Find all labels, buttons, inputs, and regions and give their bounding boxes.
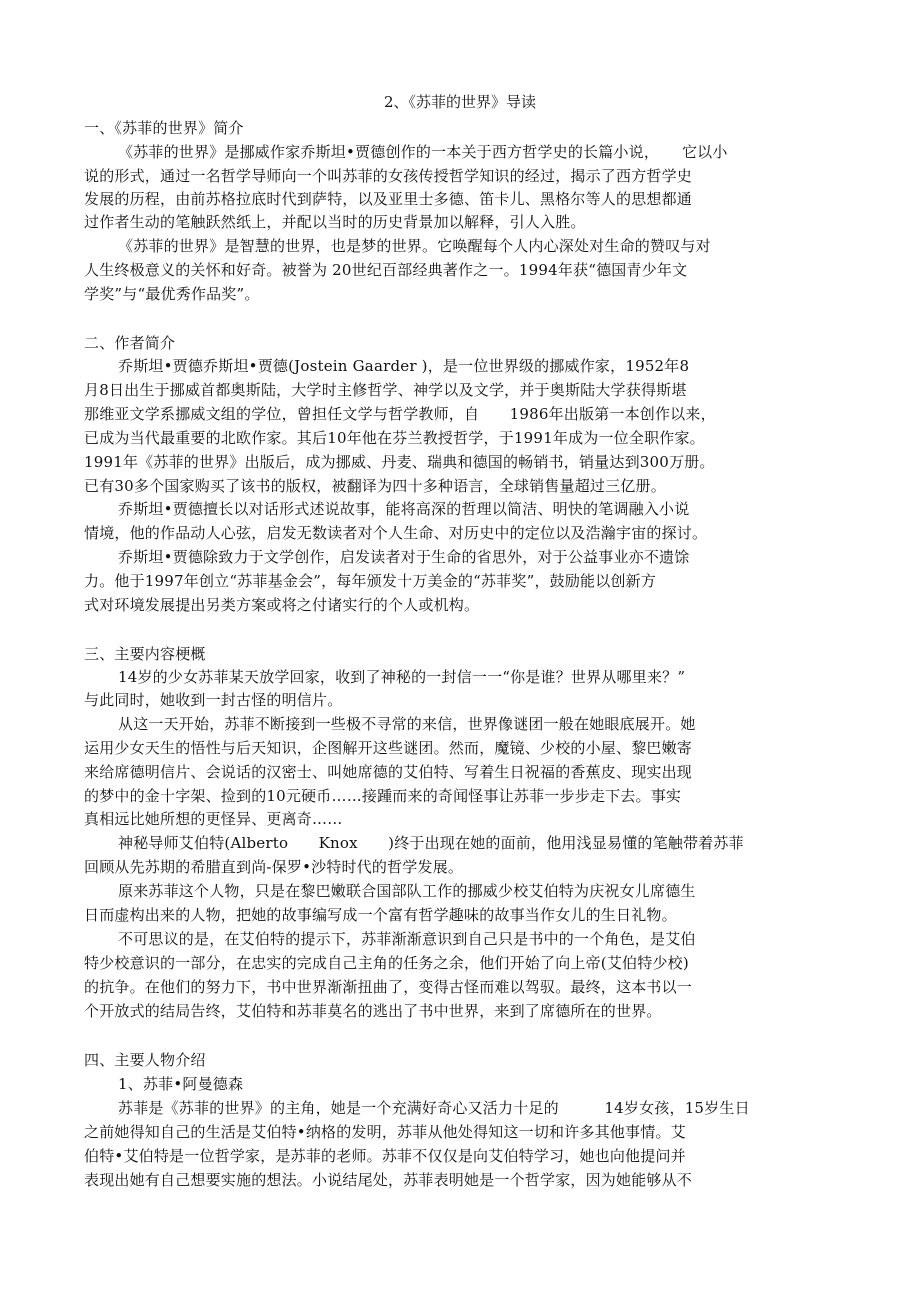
- paragraph-line: 与此同时，她收到一封古怪的明信片。: [84, 691, 343, 709]
- paragraph-line: 表现出她有自己想要实施的想法。小说结尾处，苏菲表明她是一个哲学家，因为她能够从不: [84, 1171, 693, 1189]
- paragraph-line: 乔斯坦•贾德乔斯坦•贾德(Jostein Gaarder )，是一位世界级的挪威作家，1952年8: [118, 357, 690, 375]
- paragraph-line: 个开放式的结局告终，艾伯特和苏菲莫名的逃出了书中世界，来到了席德所在的世界。: [84, 1002, 662, 1020]
- paragraph-line: 乔斯坦•贾德除致力于文学创作，启发读者对于生命的省思外，对于公益事业亦不遗馀: [118, 548, 690, 566]
- paragraph-line: 14岁的少女苏菲某天放学回家，收到了神秘的一封信一一“你是谁？世界从哪里来？”: [118, 668, 686, 686]
- paragraph-line: 过作者生动的笔触跃然纸上，并配以当时的历史背景加以解释，引人入胜。: [84, 213, 586, 231]
- paragraph-line: 已成为当代最重要的北欧作家。其后10年他在芬兰教授哲学，于1991年成为一位全职作家。: [84, 429, 705, 447]
- subsection-heading: 1、苏菲•阿曼德森: [118, 1075, 244, 1093]
- paragraph-line: 已有30多个国家购买了该书的版权，被翻译为四十多种语言，全球销售量超过三亿册。: [84, 477, 666, 495]
- paragraph-line: 原来苏菲这个人物，只是在黎巴嫩联合国部队工作的挪威少校艾伯特为庆祝女儿席德生: [118, 882, 696, 900]
- document-title: 2、《苏菲的世界》导读: [383, 93, 537, 111]
- paragraph-line: 不可思议的是，在艾伯特的提示下，苏菲渐渐意识到自己只是书中的一个角色，是艾伯: [118, 930, 696, 948]
- paragraph-line: 的抗争。在他们的努力下，书中世界渐渐扭曲了，变得古怪而难以驾驭。最终，这本书以一: [84, 978, 693, 996]
- paragraph-line: 日而虚构出来的人物，把她的故事编写成一个富有哲学趣味的故事当作女儿的生日礼物。: [84, 906, 677, 924]
- paragraph-line: 说的形式，通过一名哲学导师向一个叫苏菲的女孩传授哲学知识的经过，揭示了西方哲学史: [84, 167, 693, 185]
- paragraph-line: 乔斯坦•贾德擅长以对话形式述说故事，能将高深的哲理以简洁、明快的笔调融入小说: [118, 500, 690, 518]
- section-heading: 二、作者简介: [84, 334, 176, 352]
- paragraph-line: 那维亚文学系挪威文组的学位，曾担任文学与哲学教师，自 1986年出版第一本创作以来，: [84, 405, 716, 423]
- paragraph-line: 学奖”与“最优秀作品奖”。: [84, 285, 260, 303]
- section-heading: 三、主要内容梗概: [84, 645, 206, 663]
- section-heading: 一、《苏菲的世界》简介: [84, 119, 244, 137]
- paragraph-line: 特少校意识的一部分，在忠实的完成自己主角的任务之余，他们开始了向上帝(艾伯特少校): [84, 954, 689, 972]
- paragraph-line: 回顾从先苏期的希腊直到尚-保罗•沙特时代的哲学发展。: [84, 858, 464, 876]
- paragraph-line: 真相远比她所想的更怪异、更离奇……: [84, 810, 343, 828]
- paragraph-line: 《苏菲的世界》是挪威作家乔斯坦•贾德创作的一本关于西方哲学史的长篇小说， 它以小: [118, 143, 728, 161]
- paragraph-line: 情境，他的作品动人心弦，启发无数读者对个人生命、对历史中的定位以及浩瀚宇宙的探讨。: [84, 524, 708, 542]
- paragraph-line: 神秘导师艾伯特(Alberto Knox )终于出现在她的面前，他用浅显易懂的笔触带着苏菲: [118, 834, 744, 852]
- section-heading: 四、主要人物介绍: [84, 1051, 206, 1069]
- paragraph-line: 运用少女天生的悟性与后天知识，企图解开这些谜团。然而，魔镜、少校的小屋、黎巴嫩寄: [84, 739, 693, 757]
- paragraph-line: 式对环境发展提出另类方案或将之付诸实行的个人或机构。: [84, 596, 480, 614]
- paragraph-line: 的梦中的金十字架、捡到的10元硬币……接踵而来的奇闻怪事让苏菲一步步走下去。事实: [84, 787, 682, 805]
- paragraph-line: 1991年《苏菲的世界》出版后，成为挪威、丹麦、瑞典和德国的畅销书，销量达到300万册。: [84, 453, 715, 471]
- paragraph-line: 来给席德明信片、会说话的汉密士、叫她席德的艾伯特、写着生日祝福的香蕉皮、现实出现: [84, 763, 693, 781]
- paragraph-line: 力。他于1997年创立“苏菲基金会”，每年颁发十万美金的“苏菲奖”，鼓励能以创新方: [84, 572, 657, 590]
- paragraph-line: 从这一天开始，苏菲不断接到一些极不寻常的来信，世界像谜团一般在她眼底展开。她: [118, 715, 696, 733]
- paragraph-line: 之前她得知自己的生活是艾伯特•纳格的发明，苏菲从他处得知这一切和许多其他事情。艾: [84, 1123, 686, 1141]
- paragraph-line: 《苏菲的世界》是智慧的世界，也是梦的世界。它唤醒每个人内心深处对生命的赞叹与对: [118, 237, 711, 255]
- paragraph-line: 人生终极意义的关怀和好奇。被誉为 20世纪百部经典著作之一。1994年获“德国青少年文: [84, 261, 688, 279]
- paragraph-line: 苏菲是《苏菲的世界》的主角，她是一个充满好奇心又活力十足的 14岁女孩，15岁生日: [118, 1099, 750, 1117]
- paragraph-line: 月8日出生于挪威首都奥斯陆，大学时主修哲学、神学以及文学，并于奥斯陆大学获得斯堪: [84, 381, 687, 399]
- paragraph-line: 伯特•艾伯特是一位哲学家，是苏菲的老师。苏菲不仅仅是向艾伯特学习，她也向他提问并: [84, 1147, 686, 1165]
- paragraph-line: 发展的历程，由前苏格拉底时代到萨特，以及亚里士多德、笛卡儿、黑格尔等人的思想都通: [84, 190, 693, 208]
